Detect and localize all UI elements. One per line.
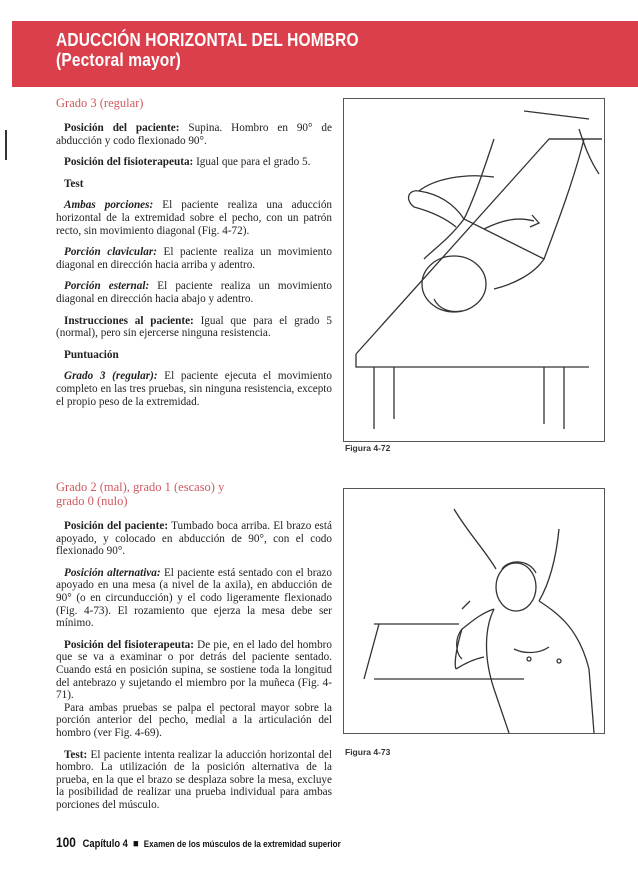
subheading: Puntuación [64,348,119,361]
page-footer [56,834,341,850]
figure-4-73 [343,488,605,734]
patient-seated-illustration [344,489,604,733]
paragraph: Ambas porciones: El paciente realiza una aducción horizontal de la extremidad sobre el pecho, con un patrón recto, sin movimiento diagonal (Fig. 4-72). [56,199,333,237]
patient-supine-illustration [344,99,604,441]
paragraph: Porción clavicular: El paciente realiza un movimiento diagonal en dirección hacia arriba y adentro. [56,246,332,271]
figure-caption: Figura 4-73 [345,747,391,757]
paragraph: Test: El paciente intenta realizar la aducción horizontal del hombro. La utilización de la posición alternativa de la prueba, en la que el brazo se desplaza sobre la mesa, excluye la posibilidad de realizar una prueba individual para ambas porciones del músculo. [56,748,332,811]
section-heading-cont: grado 0 (nulo) [56,494,128,508]
paragraph: Posición del paciente: Supina. Hombro en 90° de abducción y codo flexionado 90°. [56,122,332,147]
paragraph: Para ambas pruebas se palpa el pectoral mayor sobre la porción anterior del pecho, medial a la articulación del hombro (ver Fig. 4-69). [56,701,332,739]
page-title: ADUCCIÓN HORIZONTAL DEL HOMBRO [56,30,359,50]
section-grade-3 [56,96,332,408]
section-grade-2-1-0 [56,480,332,811]
paragraph: Instrucciones al paciente: Igual que para el grado 5 (normal), pero sin ejercerse ninguna resistencia. [56,314,332,340]
section-heading: Grado 3 (regular) [56,96,144,110]
paragraph: Posición del fisioterapeuta: Igual que para el grado 5. [64,156,311,169]
section-heading: Grado 2 (mal), grado 1 (escaso) y [56,480,225,494]
chapter-label: Capítulo 4 [82,838,128,850]
paragraph: Posición del paciente: Tumbado boca arriba. El brazo está apoyado, y colocado en abducción de 90°, con el codo flexionado 90°. [56,520,332,558]
paragraph: Grado 3 (regular): El paciente ejecuta el movimiento completo en las tres pruebas, sin ninguna resistencia, excepto el propio peso de la extremidad. [56,370,332,408]
chapter-title: Examen de los músculos de la extremidad superior [143,839,341,850]
paragraph: Posición del fisioterapeuta: De pie, en el lado del hombro que se va a examinar o por detrás del paciente sentado. Cuando está en posición supina, se sostiene toda la longitud del antebrazo y sujetando el miembro por la muñeca (Fig. 4-71). [56,638,333,702]
separator-square: ■ [132,838,139,850]
binding-mark [5,130,7,160]
page-subtitle: (Pectoral mayor) [56,50,181,70]
subheading: Test [64,177,84,190]
figure-4-72 [343,98,605,442]
figure-caption: Figura 4-72 [345,443,391,453]
paragraph: Posición alternativa: El paciente está sentado con el brazo apoyado en una mesa (a nivel de la axila), en abducción de 90° (o en circunducción) y el codo ligeramente flexionado (Fig. 4-73). El rozamiento que ejerza la mesa debe ser mínimo. [56,566,332,630]
page-number: 100 [56,834,76,850]
paragraph: Porción esternal: El paciente realiza un movimiento diagonal en dirección hacia abajo y adentro. [56,280,332,305]
